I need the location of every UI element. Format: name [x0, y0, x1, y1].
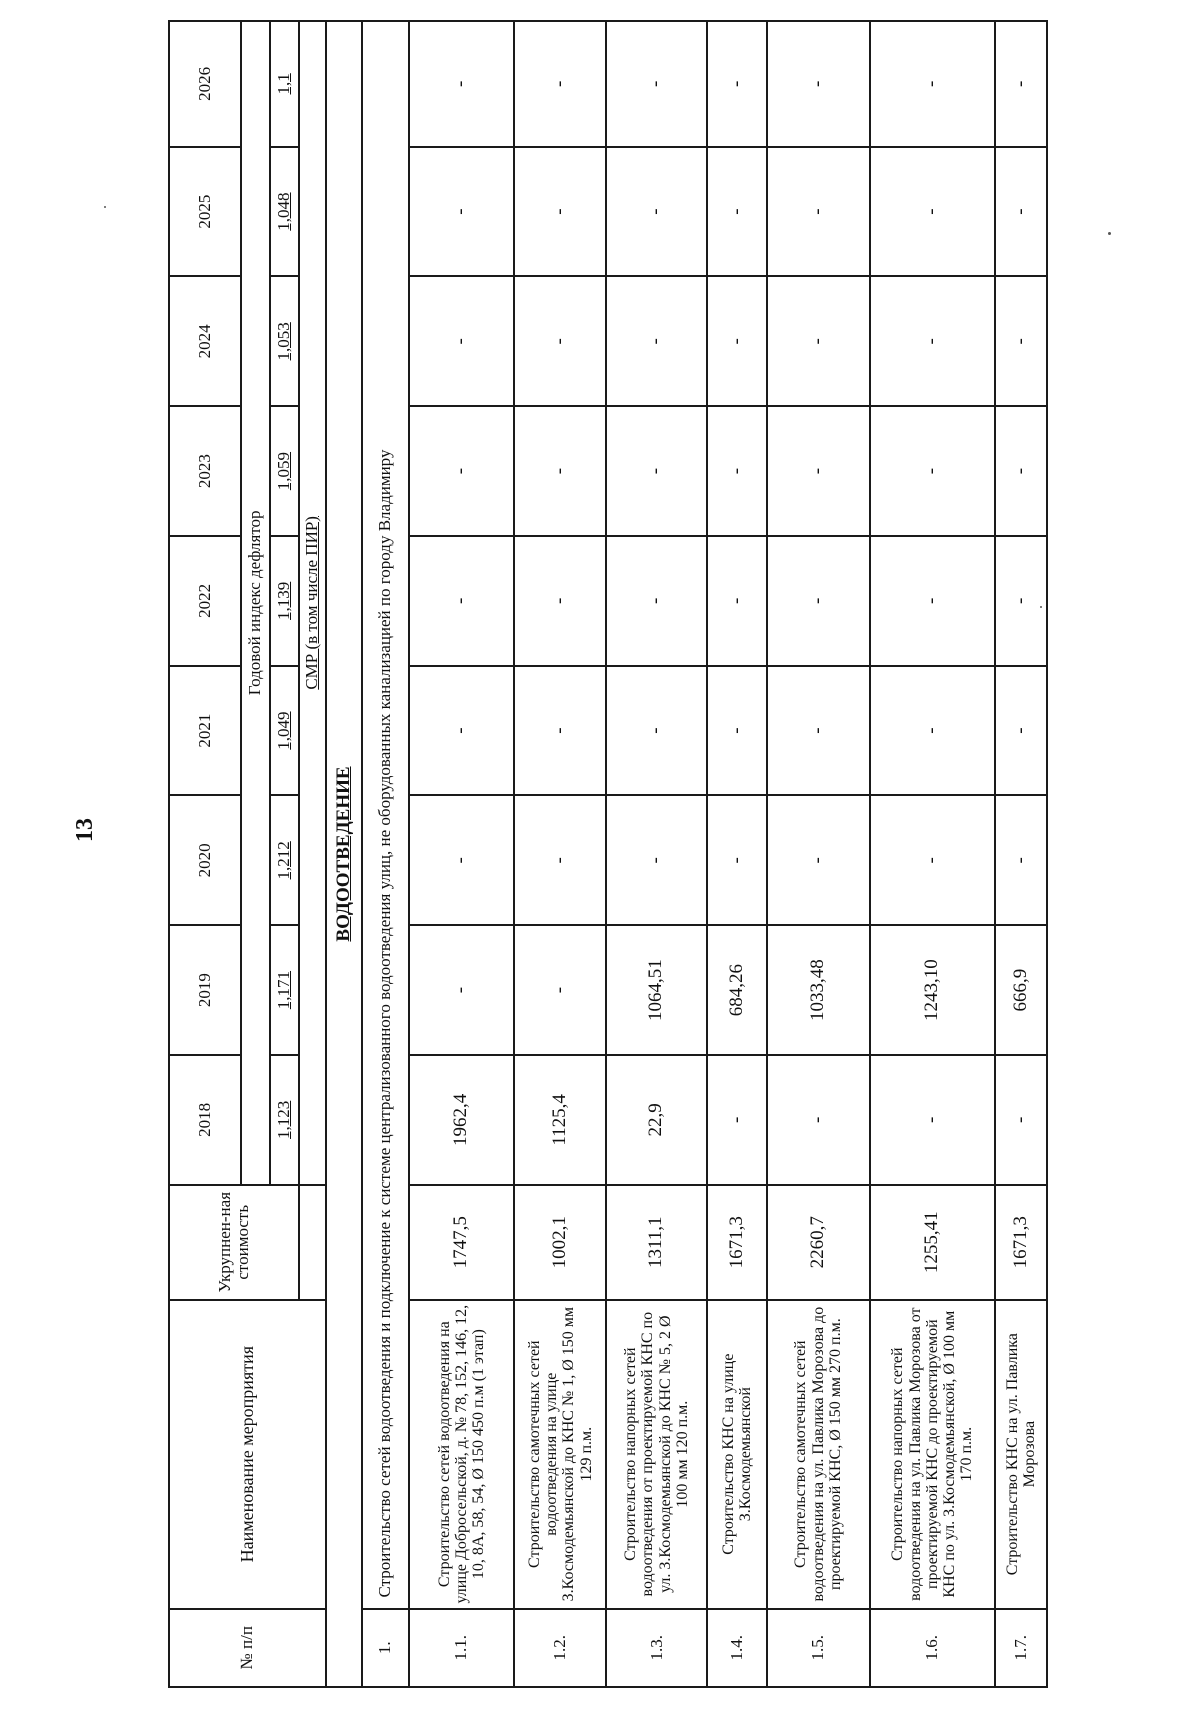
- row-value: -: [707, 406, 766, 536]
- row-num: 1.4.: [707, 1609, 766, 1687]
- header-year: 2019: [169, 925, 241, 1055]
- header-name: Наименование мероприятия: [169, 1300, 326, 1609]
- row-name: Строительство КНС на ул. Павлика Морозова: [995, 1300, 1047, 1609]
- deflator-index: 1,139: [270, 536, 299, 666]
- row-value: -: [409, 666, 514, 796]
- row-value: -: [870, 1055, 996, 1185]
- row-value: -: [767, 536, 870, 666]
- row-value: -: [409, 795, 514, 925]
- row-value: -: [514, 276, 606, 406]
- row-value: -: [767, 406, 870, 536]
- deflator-index: 1,1: [270, 21, 299, 147]
- row-value: -: [606, 406, 707, 536]
- row-value: -: [870, 795, 996, 925]
- row-num: 1.5.: [767, 1609, 870, 1687]
- deflator-index: 1,212: [270, 795, 299, 925]
- row-value: -: [606, 21, 707, 147]
- row-value: -: [870, 21, 996, 147]
- row-value: -: [514, 21, 606, 147]
- row-name: Строительство самотечных сетей водоотведения на ул. Павлика Морозова до проектируемой КНС, Ø 150 мм 270 п.м.: [767, 1300, 870, 1609]
- table-row: [514, 21, 606, 1687]
- row-value: -: [767, 666, 870, 796]
- row-num: 1.1.: [409, 1609, 514, 1687]
- row-cost: 2260,7: [767, 1185, 870, 1300]
- deflator-label: Годовой индекс дефлятор: [241, 21, 270, 1185]
- row-value: -: [707, 147, 766, 277]
- header-year: 2018: [169, 1055, 241, 1185]
- row-value: -: [707, 795, 766, 925]
- row-value: -: [870, 536, 996, 666]
- table-row: [870, 21, 996, 1687]
- deflator-index: 1,053: [270, 276, 299, 406]
- header-year: 2023: [169, 406, 241, 536]
- row-value: -: [870, 666, 996, 796]
- row-value: -: [409, 147, 514, 277]
- row-value: -: [767, 795, 870, 925]
- row-value: -: [514, 147, 606, 277]
- table-row: [767, 21, 870, 1687]
- row-value: 1243,10: [870, 925, 996, 1055]
- deflator-index: 1,059: [270, 406, 299, 536]
- row-name: Строительство сетей водоотведения на улице Добросельской, д. № 78, 152, 146, 12, 10, 8А, 58, 54, Ø 150 450 п.м (1 этап): [409, 1300, 514, 1609]
- scan-speck: [104, 206, 106, 208]
- row-value: -: [606, 276, 707, 406]
- row-num: 1.7.: [995, 1609, 1047, 1687]
- table-row: [409, 21, 514, 1687]
- row-value: -: [707, 1055, 766, 1185]
- row-name: Строительство самотечных сетей водоотведения на улице З.Космодемьянской до КНС № 1, Ø 150 мм 129 п.м.: [514, 1300, 606, 1609]
- row-value: -: [995, 795, 1047, 925]
- row-num: 1.2.: [514, 1609, 606, 1687]
- row-value: 22,9: [606, 1055, 707, 1185]
- row-value: -: [767, 276, 870, 406]
- row-value: 1962,4: [409, 1055, 514, 1185]
- row-value: -: [767, 147, 870, 277]
- row-num: 1.3.: [606, 1609, 707, 1687]
- row-value: -: [870, 276, 996, 406]
- row-value: -: [409, 21, 514, 147]
- row-value: -: [514, 795, 606, 925]
- row-value: -: [409, 276, 514, 406]
- row-name: Строительство напорных сетей водоотведения от проектируемой КНС по ул. З.Космодемьянской до КНС № 5, 2 Ø 100 мм 120 п.м.: [606, 1300, 707, 1609]
- scan-speck: [1108, 232, 1111, 235]
- row-value: -: [514, 666, 606, 796]
- row-value: -: [514, 925, 606, 1055]
- page-number: 13: [72, 818, 98, 842]
- row-value: 666,9: [995, 925, 1047, 1055]
- row-value: -: [606, 795, 707, 925]
- row-cost: 1311,1: [606, 1185, 707, 1300]
- row-cost: 1002,1: [514, 1185, 606, 1300]
- row-value: -: [707, 276, 766, 406]
- row-value: -: [995, 276, 1047, 406]
- row-value: -: [409, 925, 514, 1055]
- header-year: 2020: [169, 795, 241, 925]
- row-name: Строительство напорных сетей водоотведения на ул. Павлика Морозова от проектируемой КНС до проектируемой КНС по ул. З.Космодемьянской, Ø 100 мм 170 п.м.: [870, 1300, 996, 1609]
- row-value: 1125,4: [514, 1055, 606, 1185]
- row-value: -: [514, 406, 606, 536]
- row-value: 1064,51: [606, 925, 707, 1055]
- row-value: -: [409, 406, 514, 536]
- header-year: 2026: [169, 21, 241, 147]
- header-year: 2024: [169, 276, 241, 406]
- deflator-index: 1,171: [270, 925, 299, 1055]
- row-value: -: [995, 406, 1047, 536]
- row-value: -: [767, 1055, 870, 1185]
- header-num: № п/п: [169, 1609, 326, 1687]
- row-value: -: [707, 21, 766, 147]
- header-year: 2022: [169, 536, 241, 666]
- row-value: -: [606, 147, 707, 277]
- row-cost: 1255,41: [870, 1185, 996, 1300]
- row-name: Строительство КНС на улице З.Космодемьянской: [707, 1300, 766, 1609]
- row-cost: 1747,5: [409, 1185, 514, 1300]
- row-value: -: [995, 147, 1047, 277]
- scan-speck: [1040, 606, 1042, 608]
- group-num: 1.: [362, 1609, 409, 1687]
- header-blank: [299, 1185, 326, 1300]
- header-cost: Укрупнен-ная стоимость: [169, 1185, 299, 1300]
- row-value: -: [870, 406, 996, 536]
- smr-label: СМР (в том числе ПИР): [299, 21, 326, 1185]
- row-value: -: [707, 536, 766, 666]
- row-value: 1033,48: [767, 925, 870, 1055]
- row-value: -: [767, 21, 870, 147]
- row-value: 684,26: [707, 925, 766, 1055]
- table-row: [606, 21, 707, 1687]
- row-value: -: [995, 536, 1047, 666]
- row-value: -: [995, 1055, 1047, 1185]
- table-body: [409, 21, 1047, 1687]
- row-value: -: [995, 666, 1047, 796]
- row-value: -: [606, 536, 707, 666]
- row-value: -: [514, 536, 606, 666]
- header-year: 2025: [169, 147, 241, 277]
- table-row: [707, 21, 766, 1687]
- row-cost: 1671,3: [707, 1185, 766, 1300]
- row-value: -: [707, 666, 766, 796]
- deflator-index: 1,048: [270, 147, 299, 277]
- row-value: -: [995, 21, 1047, 147]
- deflator-index: 1,049: [270, 666, 299, 796]
- group-title: Строительство сетей водоотведения и подключение к системе централизованного водоотведения улиц, не оборудованных канализацией по городу Владимиру: [362, 21, 409, 1609]
- row-value: -: [409, 536, 514, 666]
- table-row: [995, 21, 1047, 1687]
- row-value: -: [606, 666, 707, 796]
- investment-table: [168, 20, 1048, 1688]
- rotated-table-container: [168, 20, 1048, 1688]
- section-title: ВОДООТВЕДЕНИЕ: [326, 21, 362, 1687]
- row-cost: 1671,3: [995, 1185, 1047, 1300]
- row-value: -: [870, 147, 996, 277]
- deflator-index: 1,123: [270, 1055, 299, 1185]
- row-num: 1.6.: [870, 1609, 996, 1687]
- header-year: 2021: [169, 666, 241, 796]
